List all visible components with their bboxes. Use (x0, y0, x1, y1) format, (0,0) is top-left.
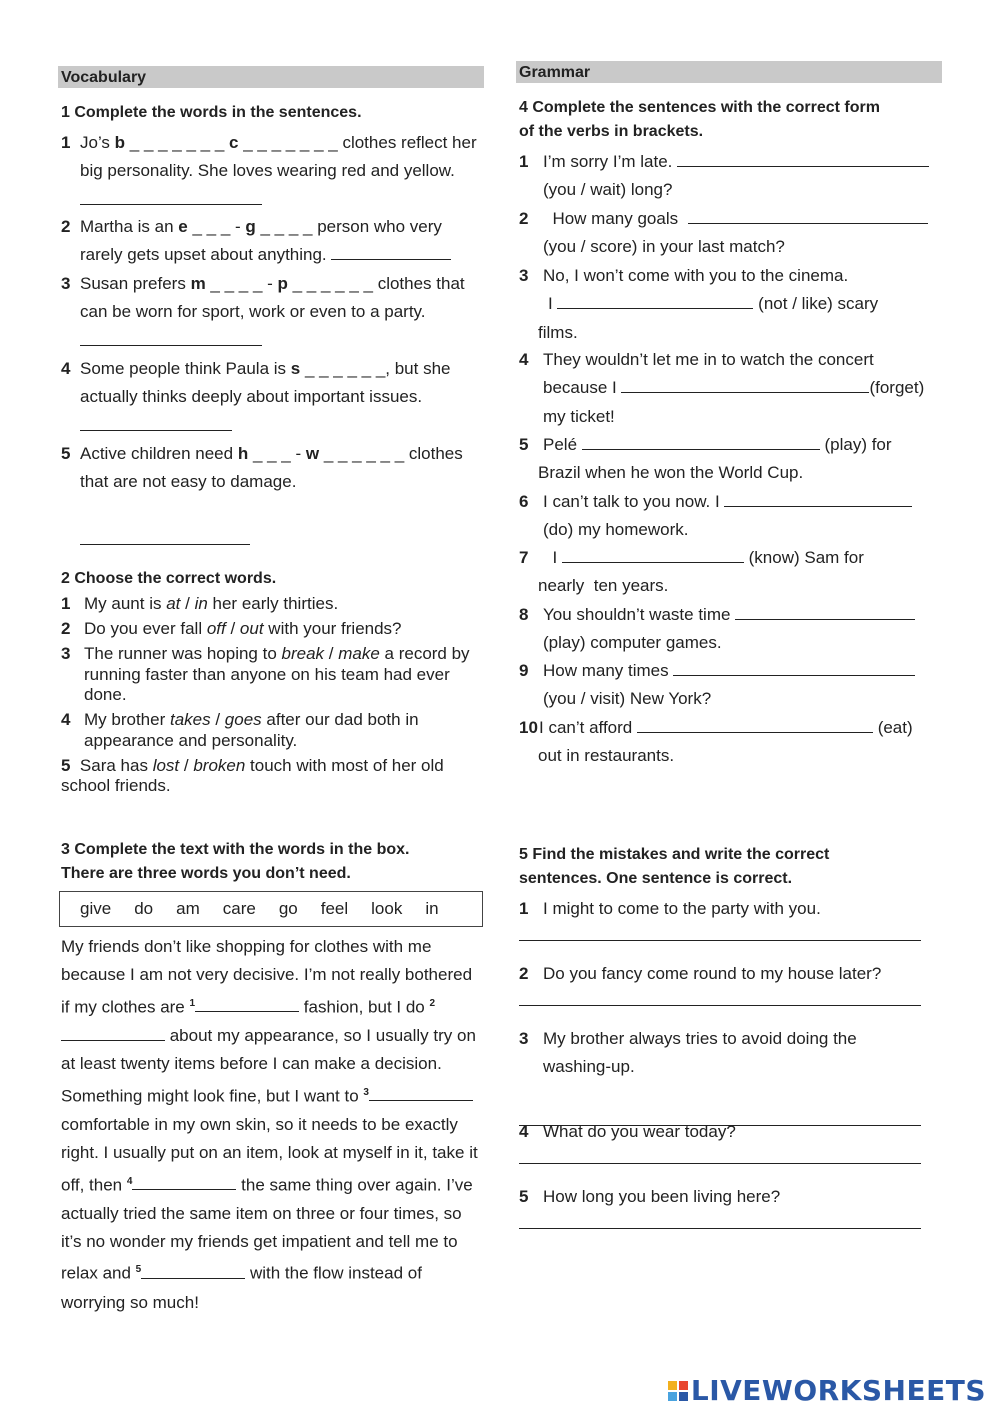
task1-item-3: 3 Susan prefers m _ _ _ _ - p _ _ _ _ _ _ clothes that can be worn for sport, work or even to a party. (61, 270, 481, 298)
task5-item: 4 What do you wear today? (519, 1122, 736, 1141)
liveworksheets-logo (668, 1374, 986, 1407)
task1-item-1-text: Jo’s b _ _ _ _ _ _ _ c _ _ _ _ _ _ _ clothes reflect her big personality. She loves wearing red and yellow. (80, 129, 480, 214)
logo-grid-icon (668, 1381, 688, 1401)
answer-line[interactable] (519, 1228, 921, 1229)
answer-blank[interactable] (61, 1026, 165, 1041)
task2-item-2: 2 Do you ever fall off / out with your friends? (61, 619, 402, 638)
answer-blank[interactable] (562, 548, 744, 563)
task2-item-2-text: Do you ever fall off / out with your friends? (84, 619, 402, 638)
task5-item: 2 Do you fancy come round to my house later? (519, 964, 882, 983)
answer-blank[interactable] (621, 378, 869, 393)
answer-blank[interactable] (688, 209, 928, 224)
logo-square-3 (668, 1392, 677, 1401)
logo-square-2 (679, 1381, 688, 1390)
task1-item-2: 2 Martha is an e _ _ _ - g _ _ _ _ person who very rarely gets upset about anything. (61, 213, 481, 241)
task1-item-3-text: Susan prefers m _ _ _ _ - p _ _ _ _ _ _ clothes that can be worn for sport, work or even to a party. (80, 270, 480, 355)
task1-item-5-text: Active children need h _ _ _ - w _ _ _ _ _ _ clothes that are not easy to damage. (80, 440, 480, 554)
task4-item: 3 No, I won’t come with you to the cinema. I (not / like) scary films. (519, 266, 879, 342)
task4-item: 4 They wouldn’t let me in to watch the concert because I (forget) my ticket! (519, 350, 925, 426)
answer-blank[interactable] (331, 245, 451, 260)
box-word: give (80, 899, 112, 918)
box-word: am (176, 899, 200, 918)
task2-item-4: 4 My brother takes / goes after our dad both in appearance and personality. (61, 710, 419, 750)
task3-title-line2: There are three words you don’t need. (61, 865, 351, 882)
task2-title: 2 Choose the correct words. (61, 570, 277, 587)
box-word: feel (320, 899, 349, 918)
answer-blank[interactable] (673, 661, 915, 676)
box-word: do (134, 899, 154, 918)
answer-line[interactable] (519, 940, 921, 941)
answer-blank[interactable] (557, 294, 753, 309)
answer-blank[interactable] (677, 152, 929, 167)
task3-title-line1: 3 Complete the text with the words in the box. (61, 841, 410, 858)
task4-item: 9 How many times (you / visit) New York? (519, 657, 949, 714)
answer-blank[interactable] (637, 718, 873, 733)
task1-item-5: 5 Active children need h _ _ _ - w _ _ _ _ _ _ clothes that are not easy to damage. (61, 440, 481, 468)
task2-item-3: 3 The runner was hoping to break / make a record by running faster than anyone on his team had ever done. (61, 644, 470, 704)
task4-item: 10I can’t afford (eat) out in restaurants. (519, 718, 913, 766)
task4-title-line2: of the verbs in brackets. (519, 123, 704, 140)
task1-item-4: 4 Some people think Paula is s _ _ _ _ _ _, but she actually thinks deeply about important issues. (61, 355, 481, 383)
task1-item-1: 1 Jo’s b _ _ _ _ _ _ _ c _ _ _ _ _ _ _ clothes reflect her big personality. She loves wearing red and yellow. (61, 129, 481, 157)
logo-square-1 (668, 1381, 677, 1390)
task4-title-line1: 4 Complete the sentences with the correct form (519, 99, 880, 116)
task2-item-3-text: The runner was hoping to break / make a record by running faster than anyone on his team had ever done. (84, 644, 470, 704)
task2-item-5-text: Sara has lost / broken touch with most of her old school friends. (61, 755, 444, 795)
logo-text: LIVEWORKSHEETS (690, 1374, 986, 1407)
task4-item: 8 You shouldn’t waste time (play) computer games. (519, 601, 949, 658)
answer-blank[interactable] (195, 997, 299, 1012)
box-word: go (278, 899, 298, 918)
task5-item: 3 My brother always tries to avoid doing the washing-up. (519, 1029, 857, 1077)
answer-blank[interactable] (80, 331, 262, 346)
task2-item-5: 5 Sara has lost / broken touch with most of her old school friends. (61, 755, 444, 795)
grammar-heading: Grammar (516, 61, 942, 83)
task4-item: 7 I (know) Sam for nearly ten years. (519, 548, 864, 596)
answer-blank[interactable] (724, 492, 912, 507)
answer-blank[interactable] (80, 190, 262, 205)
task3-paragraph: My friends don’t like shopping for clothes with me because I am not very decisive. I’m not really bothered if my clothes are $^1$ fashion, but I do $^2$ about my appearance, so I usually try on at least twenty items before I can make a decision. Something might look fine, but I want to $^3$ comfortable in my own skin, so it needs to be exactly right. I usually put on an item, look at myself in it, take it off, then $^4$ the same thing over again. I’ve actually tried the same item on three or four times, so it’s no wonder my friends get impatient and tell me to relax and $^5$ with the flow instead of worrying so much! (61, 937, 478, 1312)
task4-item: 2 How many goals (you / score) in your last match? (519, 205, 949, 262)
task5-title-line2: sentences. One sentence is correct. (519, 870, 793, 887)
task5-title-line1: 5 Find the mistakes and write the correct (519, 846, 830, 863)
answer-blank[interactable] (735, 605, 915, 620)
task5-item: 1 I might to come to the party with you. (519, 899, 821, 918)
vocabulary-heading: Vocabulary (58, 66, 484, 88)
task5-item: 5 How long you been living here? (519, 1187, 781, 1206)
answer-blank[interactable] (369, 1086, 473, 1101)
task2-item-1-text: My aunt is at / in her early thirties. (84, 594, 339, 613)
task4-item: 1 I’m sorry I’m late. (you / wait) long? (519, 148, 949, 205)
task4-item: 6 I can’t talk to you now. I (do) my homework. (519, 488, 949, 545)
box-word: look (371, 899, 403, 918)
word-box (59, 891, 483, 927)
task1-item-2-text: Martha is an e _ _ _ - g _ _ _ _ person who very rarely gets upset about anything. (80, 213, 480, 270)
task2-item-1: 1 My aunt is at / in her early thirties. (61, 594, 339, 613)
answer-line[interactable] (519, 1163, 921, 1164)
answer-blank[interactable] (80, 416, 232, 431)
task4-item: 5 Pelé (play) for Brazil when he won the World Cup. (519, 435, 892, 483)
answer-line[interactable] (519, 1005, 921, 1006)
answer-blank[interactable] (141, 1264, 245, 1279)
box-word: care (222, 899, 256, 918)
task1-title: 1 Complete the words in the sentences. (61, 104, 362, 121)
box-word: in (425, 899, 439, 918)
logo-square-4 (679, 1392, 688, 1401)
answer-blank[interactable] (132, 1175, 236, 1190)
task1-item-4-text: Some people think Paula is s _ _ _ _ _ _, but she actually thinks deeply about important issues. (80, 355, 480, 440)
task2-list (61, 594, 483, 797)
task2-item-4-text: My brother takes / goes after our dad both in appearance and personality. (84, 710, 419, 750)
answer-blank[interactable] (582, 435, 820, 450)
answer-blank[interactable] (80, 530, 250, 545)
